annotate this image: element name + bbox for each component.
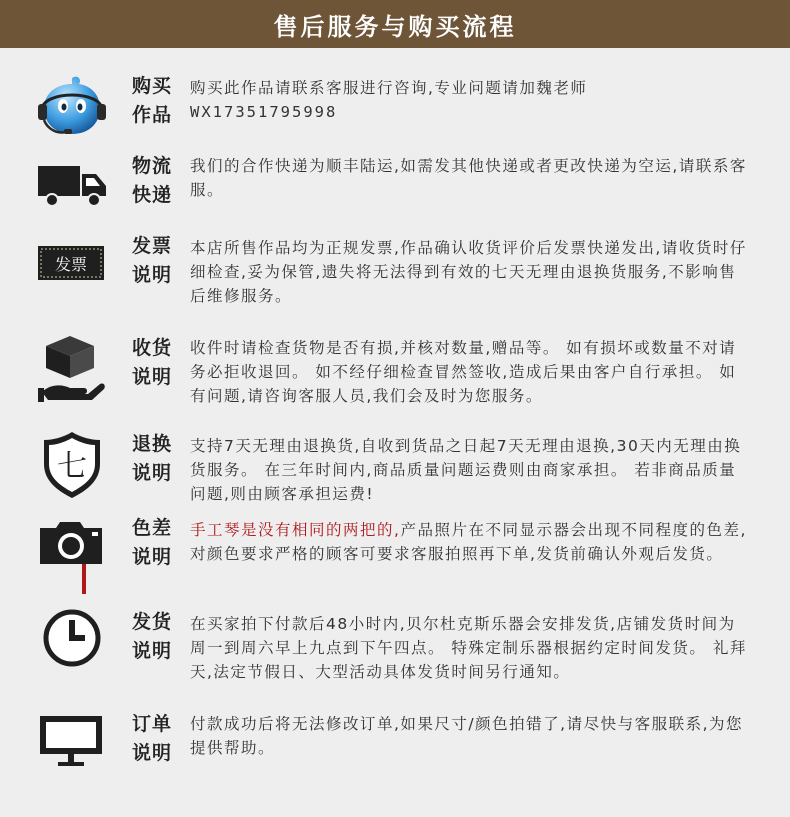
truck-icon [36, 152, 108, 224]
section-label: 发货 说明 [132, 611, 173, 662]
monitor-icon [36, 710, 108, 782]
section-text: 购买此作品请联系客服进行咨询,专业问题请加魏老师 WX17351795998 [190, 79, 588, 121]
section-text: 手工琴是没有相同的两把的,产品照片在不同显示器会出现不同程度的色差,对颜色要求严格的顾客可要求客服拍照再下单,发货前确认外观后发货。 [190, 521, 747, 563]
section-text: 收件时请检查货物是否有损,并核对数量,赠品等。 如有损坏或数量不对请务必拒收退回。 如不经仔细检查冒然签收,造成后果由客户自行承担。 如有问题,请咨询客服人员,我们会及时为您服务。 [190, 339, 737, 405]
highlight-text: 手工琴是没有相同的两把的, [190, 521, 401, 539]
section-label: 发票 说明 [132, 235, 173, 286]
clock-icon [36, 608, 108, 680]
section-text: 付款成功后将无法修改订单,如果尺寸/颜色拍错了,请尽快与客服联系,为您提供帮助。 [190, 715, 744, 757]
section-text: 支持7天无理由退换货,自收到货品之日起7天无理由退换,30天内无理由换货服务。 在三年时间内,商品质量问题运费则由商家承担。 若非商品质量问题,则由顾客承担运费! [190, 437, 742, 503]
invoice-icon-text: 发票 [54, 255, 88, 274]
camera-icon [36, 514, 108, 586]
section-label: 订单 说明 [132, 713, 173, 764]
section-text: 我们的合作快递为顺丰陆运,如需发其他快递或者更改快递为空运,请联系客服。 [190, 157, 747, 199]
section-label: 退换 说明 [132, 433, 173, 484]
section-label: 购买 作品 [132, 75, 173, 126]
section-text: 在买家拍下付款后48小时内,贝尔杜克斯乐器会安排发货,店铺发货时间为周一到周六早上九点到下午四点。 特殊定制乐器根据约定时间发货。 礼拜天,法定节假日、大型活动具体发货时间另行通知。 [190, 615, 747, 681]
shield-seven-icon [36, 430, 108, 502]
page-title: 售后服务与购买流程 [273, 12, 517, 41]
header-banner [0, 0, 790, 48]
section-text: 本店所售作品均为正规发票,作品确认收货评价后发票快递发出,请收货时仔细检查,妥为保管,遗失将无法得到有效的七天无理由退换货服务,不影响售后维修服务。 [190, 239, 747, 305]
section-label: 色差 说明 [132, 517, 173, 568]
shield-seven-text: 七 [57, 449, 87, 484]
invoice-icon [36, 232, 108, 304]
section-label: 物流 快递 [132, 155, 173, 206]
headset-mascot-icon [36, 72, 108, 144]
package-hand-icon [36, 334, 108, 406]
section-label: 收货 说明 [132, 337, 173, 388]
